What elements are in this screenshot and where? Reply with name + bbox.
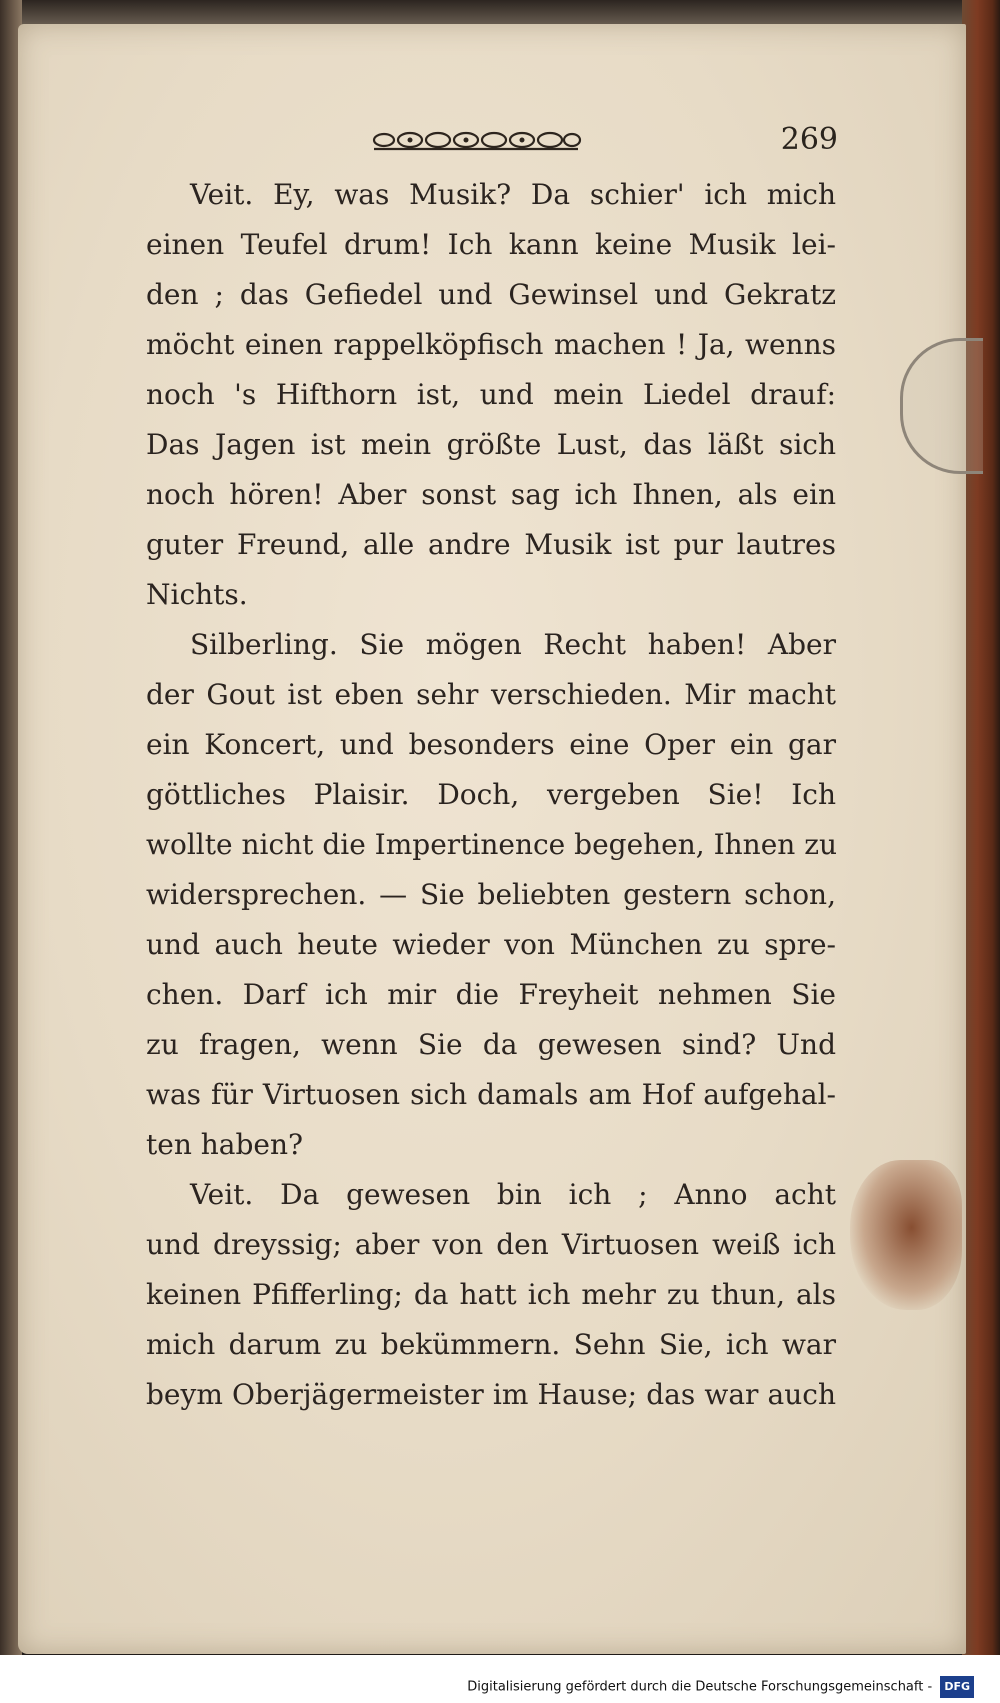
footer-credit-text: Digitalisierung gefördert durch die Deutsche Forschungsgemeinschaft - [467, 1679, 933, 1695]
text-line: zu fragen, wenn Sie da gewesen sind? Und [146, 1028, 836, 1061]
text-line: was für Virtuosen sich damals am Hof aufgehal- [146, 1078, 836, 1111]
page-text [146, 170, 836, 1420]
footer-credit [467, 1676, 974, 1698]
text-line: ten haben? [146, 1128, 304, 1161]
text-line: widersprechen. — Sie beliebten gestern schon, [146, 878, 836, 911]
text-line: beym Oberjägermeister im Hause; das war auch [146, 1378, 836, 1411]
header-ornament [370, 128, 582, 152]
text-line: den ; das Gefiedel und Gewinsel und Gekratz [146, 278, 836, 311]
text-line: Veit. Ey, was Musik? Da schier' ich mich [190, 178, 836, 211]
text-line: wollte nicht die Impertinence begehen, Ihnen zu [146, 828, 837, 861]
text-line: keinen Pfifferling; da hatt ich mehr zu thun, als [146, 1278, 836, 1311]
text-line: möcht einen rappelköpfisch machen ! Ja, wenns [146, 328, 836, 361]
text-line: und auch heute wieder von München zu spre- [146, 928, 836, 961]
text-line: der Gout ist eben sehr verschieden. Mir macht [146, 678, 836, 711]
text-line: Silberling. Sie mögen Recht haben! Aber [190, 628, 836, 661]
page-number: 269 [780, 122, 838, 157]
page-stain [850, 1160, 962, 1310]
text-line: chen. Darf ich mir die Freyheit nehmen Sie [146, 978, 836, 1011]
text-line: einen Teufel drum! Ich kann keine Musik lei- [146, 228, 836, 261]
text-line: göttliches Plaisir. Doch, vergeben Sie! Ich [146, 778, 836, 811]
text-line: mich darum zu bekümmern. Sehn Sie, ich war [146, 1328, 836, 1361]
text-line: noch 's Hifthorn ist, und mein Liedel drauf: [146, 378, 836, 411]
text-line: Nichts. [146, 578, 248, 611]
text-line: noch hören! Aber sonst sag ich Ihnen, als ein [146, 478, 836, 511]
dfg-logo: DFG [940, 1676, 974, 1698]
text-line: guter Freund, alle andre Musik ist pur lautres [146, 528, 836, 561]
text-line: Veit. Da gewesen bin ich ; Anno acht [190, 1178, 836, 1211]
text-line: ein Koncert, und besonders eine Oper ein gar [146, 728, 836, 761]
text-line: und dreyssig; aber von den Virtuosen weiß ich [146, 1228, 836, 1261]
book-binding-right [962, 0, 1000, 1655]
text-line: Das Jagen ist mein größte Lust, das läßt sich [146, 428, 836, 461]
